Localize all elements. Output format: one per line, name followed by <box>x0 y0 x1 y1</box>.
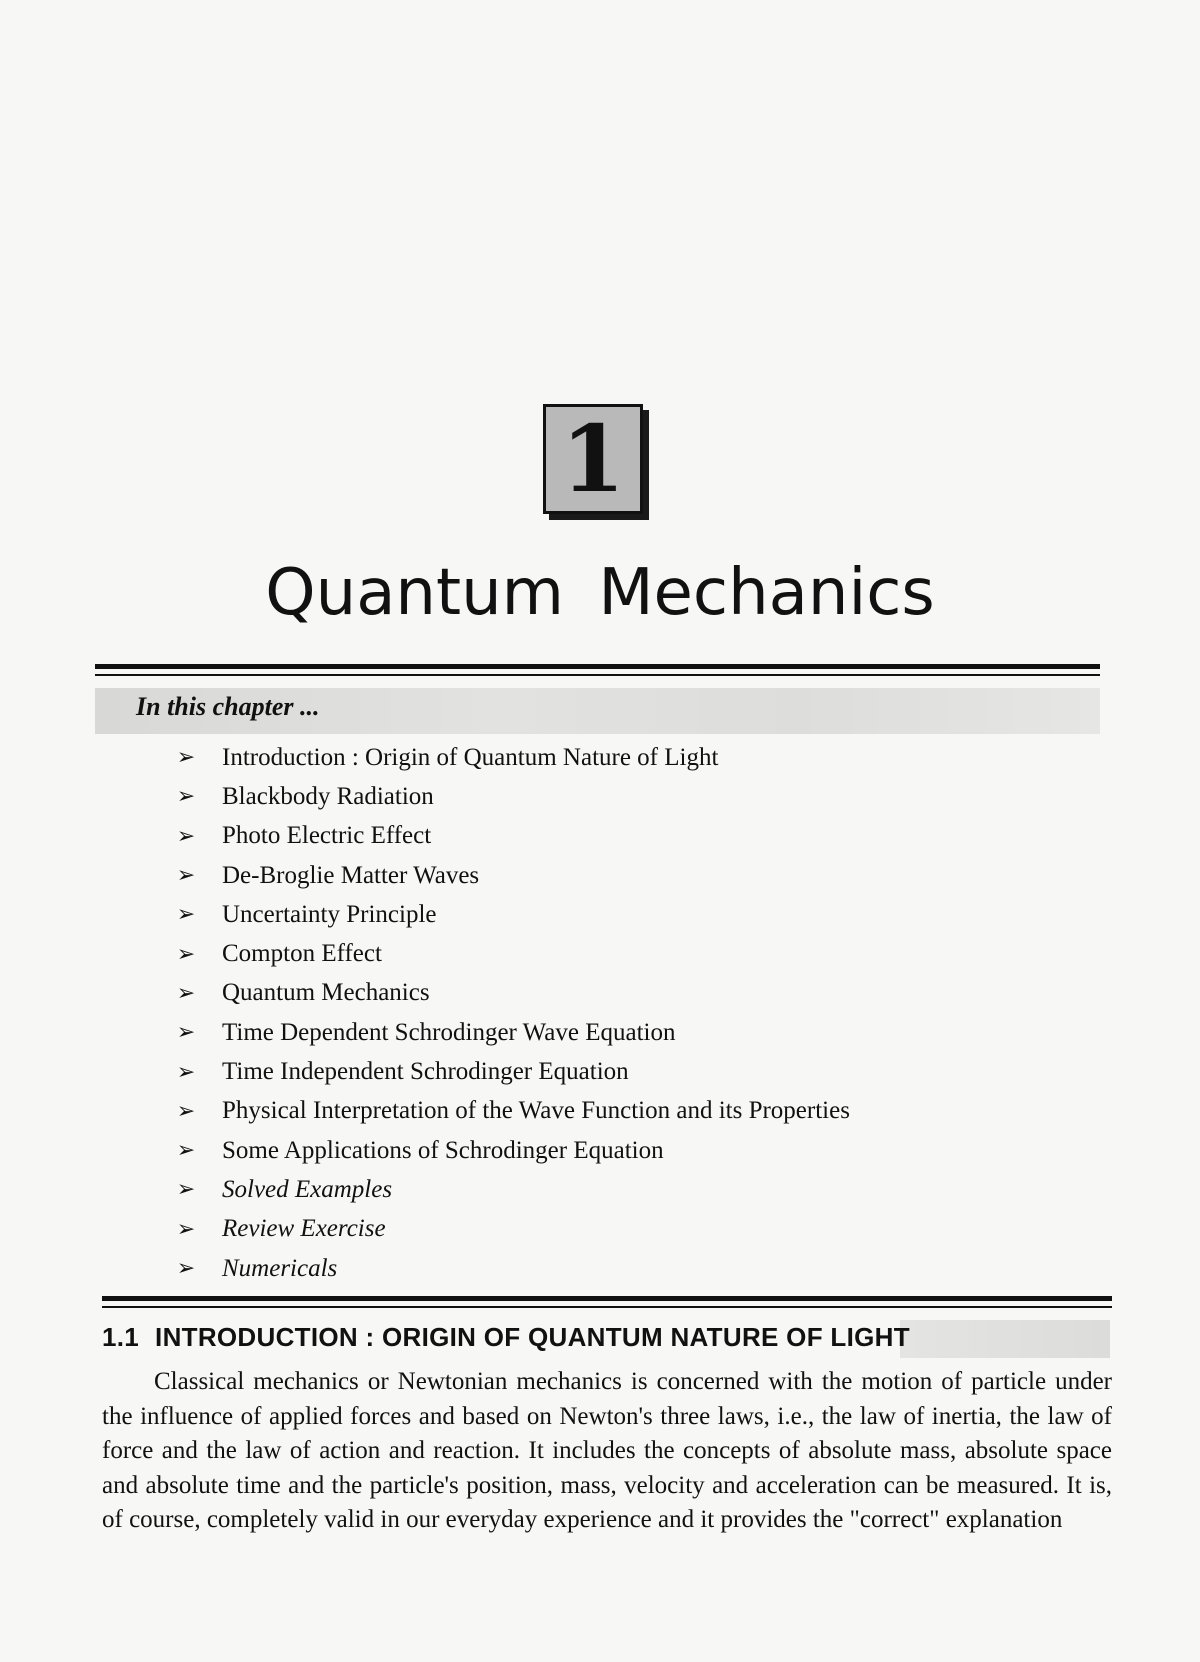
chapter-contents-item-text: Time Independent Schrodinger Equation <box>222 1058 629 1086</box>
arrow-bullet-icon: ➢ <box>176 1059 196 1085</box>
chapter-contents-item-text: De-Broglie Matter Waves <box>222 861 480 889</box>
intro-paragraph: Classical mechanics or Newtonian mechanics is concerned with the motion of particle under the influence of applied forces and based on Newton's three laws, i.e., the law of inertia, the law of force and the law of action and reaction. It includes the concepts of absolute mass, absolute space and absolute time and the particle's position, mass, velocity and acceleration can be measured. It is, of course, completely valid in our everyday experience and it provides the "correct" explanation <box>102 1368 1112 1533</box>
chapter-contents-item <box>168 974 850 1013</box>
section-number: 1.1 <box>102 1322 140 1352</box>
top-rule-thick <box>95 664 1100 669</box>
chapter-contents-item <box>168 817 850 856</box>
chapter-contents-item <box>168 856 850 895</box>
chapter-number: 1 <box>543 404 643 514</box>
chapter-contents-item <box>168 934 850 973</box>
chapter-contents-item <box>168 738 850 777</box>
arrow-bullet-icon: ➢ <box>176 902 196 928</box>
arrow-bullet-icon: ➢ <box>176 863 196 889</box>
chapter-contents-item-text: Time Dependent Schrodinger Wave Equation <box>222 1018 676 1046</box>
arrow-bullet-icon: ➢ <box>176 980 196 1006</box>
chapter-contents-item <box>168 777 850 816</box>
section-heading-band <box>900 1320 1110 1358</box>
bottom-rule-thin <box>102 1306 1112 1308</box>
chapter-contents-item-text: Blackbody Radiation <box>222 782 434 810</box>
chapter-contents-item-text: Physical Interpretation of the Wave Function and its Properties <box>222 1097 850 1125</box>
chapter-contents-item <box>168 1249 850 1288</box>
chapter-contents-item-text: Quantum Mechanics <box>222 979 430 1007</box>
chapter-contents-item-text: Introduction : Origin of Quantum Nature of Light <box>222 743 719 771</box>
chapter-contents-item-text: Some Applications of Schrodinger Equation <box>222 1136 664 1164</box>
chapter-contents-item-text: Photo Electric Effect <box>222 822 432 850</box>
arrow-bullet-icon: ➢ <box>176 784 196 810</box>
chapter-contents-item <box>168 1170 850 1209</box>
chapter-contents-item-text: Review Exercise <box>222 1215 386 1243</box>
chapter-contents-item <box>168 1092 850 1131</box>
section-title: INTRODUCTION : ORIGIN OF QUANTUM NATURE OF LIGHT <box>155 1322 910 1352</box>
arrow-bullet-icon: ➢ <box>176 1138 196 1164</box>
chapter-contents-item <box>168 1052 850 1091</box>
section-heading <box>102 1322 910 1353</box>
arrow-bullet-icon: ➢ <box>176 941 196 967</box>
arrow-bullet-icon: ➢ <box>176 745 196 771</box>
chapter-contents-item-text: Uncertainty Principle <box>222 900 437 928</box>
arrow-bullet-icon: ➢ <box>176 1177 196 1203</box>
chapter-contents-item <box>168 895 850 934</box>
arrow-bullet-icon: ➢ <box>176 1098 196 1124</box>
in-this-chapter-label: In this chapter ... <box>136 692 320 721</box>
chapter-contents-item <box>168 1131 850 1170</box>
arrow-bullet-icon: ➢ <box>176 1216 196 1242</box>
top-rule-thin <box>95 674 1100 676</box>
chapter-contents-item-text: Solved Examples <box>222 1175 393 1203</box>
chapter-title: Quantum Mechanics <box>265 556 935 630</box>
chapter-contents-item-text: Compton Effect <box>222 940 382 968</box>
chapter-contents-item <box>168 1210 850 1249</box>
chapter-contents-list <box>168 738 850 1288</box>
arrow-bullet-icon: ➢ <box>176 1020 196 1046</box>
chapter-number-box <box>543 404 651 522</box>
arrow-bullet-icon: ➢ <box>176 823 196 849</box>
arrow-bullet-icon: ➢ <box>176 1256 196 1281</box>
bottom-rule-thick <box>102 1296 1112 1301</box>
chapter-contents-item <box>168 1013 850 1052</box>
chapter-contents-item-text: Numericals <box>222 1254 338 1282</box>
